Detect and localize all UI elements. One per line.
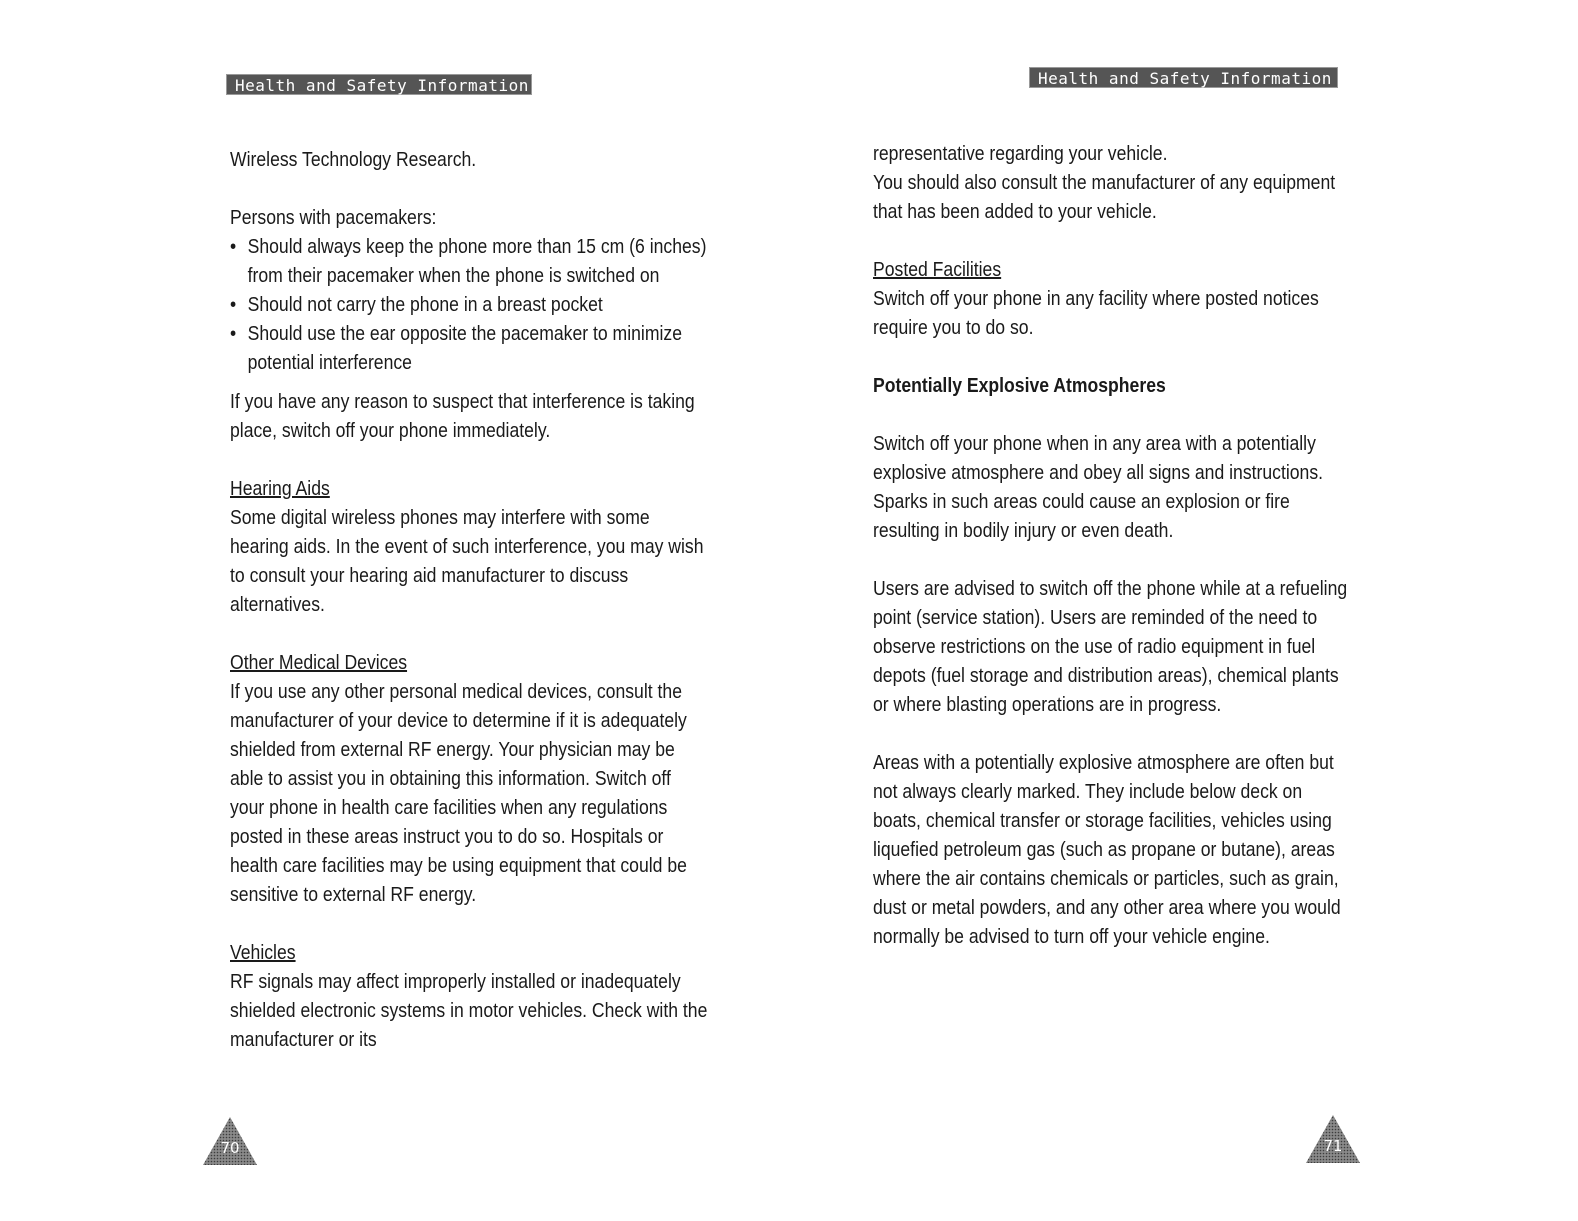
other-medical-heading: Other Medical Devices — [230, 652, 408, 674]
page-number: 70 — [220, 1139, 240, 1157]
bullet-icon: • — [230, 294, 237, 316]
left-page-column — [230, 146, 710, 1055]
other-medical-body: If you use any other personal medical devices, consult the manufacturer of your device to determine if it is adequately shielded from external RF energy. Your physician may be able to assist you in obtaining this information. Switch off your phone in health care facilities when any regulations posted in these areas instruct you to do so. Hospitals or health care facilities may be using equipment that could be sensitive to external RF energy. — [230, 681, 687, 906]
page-number-marker-right — [1304, 1113, 1362, 1165]
interference-note: If you have any reason to suspect that interference is taking place, switch off your phone immediately. — [230, 391, 695, 442]
vehicles-body: RF signals may affect improperly installed or inadequately shielded electronic systems in motor vehicles. Check with the manufacturer or its — [230, 971, 708, 1051]
list-item — [230, 233, 710, 291]
pacemakers-lead: Persons with pacemakers: — [230, 207, 437, 229]
page-header-right: Health and Safety Information — [1029, 67, 1338, 88]
page-header-left: Health and Safety Information — [226, 74, 532, 95]
list-item — [230, 320, 710, 378]
bullet-text: Should always keep the phone more than 15 cm (6 inches) from their pacemaker when the phone is switched on — [247, 236, 707, 287]
vehicles-continued: representative regarding your vehicle. — [873, 143, 1168, 165]
pacemaker-bullet-list — [230, 233, 710, 378]
posted-facilities-body: Switch off your phone in any facility where posted notices require you to do so. — [873, 288, 1319, 339]
page-number-marker-left — [201, 1115, 259, 1167]
explosive-heading: Potentially Explosive Atmospheres — [873, 375, 1166, 397]
list-item — [230, 291, 710, 320]
vehicles-extra: You should also consult the manufacturer of any equipment that has been added to your vehicle. — [873, 172, 1336, 223]
intro-text: Wireless Technology Research. — [230, 149, 477, 171]
page-number: 71 — [1323, 1137, 1343, 1155]
bullet-icon: • — [230, 323, 237, 345]
bullet-text: Should not carry the phone in a breast pocket — [247, 294, 603, 316]
bullet-icon: • — [230, 236, 237, 258]
hearing-aids-heading: Hearing Aids — [230, 478, 330, 500]
explosive-para-1: Switch off your phone when in any area with a potentially explosive atmosphere and obey all signs and instructions. Sparks in such areas could cause an explosion or fire resulting in bodily injury or even death. — [873, 433, 1324, 542]
explosive-para-3: Areas with a potentially explosive atmosphere are often but not always clearly marked. They include below deck on boats, chemical transfer or storage facilities, vehicles using liquefied petroleum gas (such as propane or butane), areas where the air contains chemicals or particles, such as grain, dust or metal powders, and any other area where you would normally be advised to turn off your vehicle engine. — [873, 752, 1341, 948]
posted-facilities-heading: Posted Facilities — [873, 259, 1002, 281]
bullet-text: Should use the ear opposite the pacemaker to minimize potential interference — [247, 323, 682, 374]
right-page-column — [873, 140, 1353, 952]
vehicles-heading: Vehicles — [230, 942, 296, 964]
explosive-para-2: Users are advised to switch off the phone while at a refueling point (service station). Users are reminded of the need to observe restrictions on the use of radio equipment in fuel depots (fuel storage and distribution areas), chemical plants or where blasting operations are in progress. — [873, 578, 1348, 716]
hearing-aids-body: Some digital wireless phones may interfere with some hearing aids. In the event of such interference, you may wish to consult your hearing aid manufacturer to discuss alternatives. — [230, 507, 704, 616]
